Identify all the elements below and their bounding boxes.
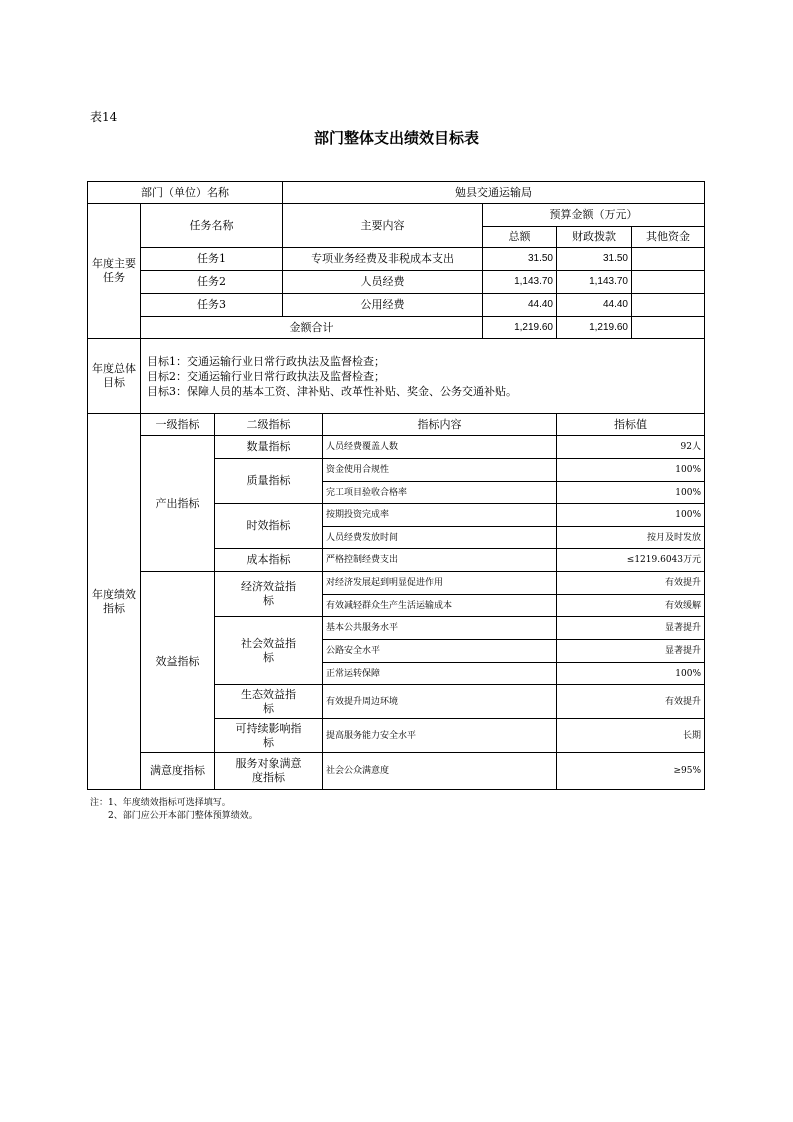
- task-total: 1,143.70: [482, 270, 557, 294]
- tasks-sum-fiscal: 1,219.60: [556, 316, 632, 339]
- indicator-content: 资金使用合规性: [322, 458, 557, 482]
- indicator-content: 正常运转保障: [322, 662, 557, 685]
- goals-section-label: 年度总体目标: [87, 338, 141, 414]
- indicator-content: 基本公共服务水平: [322, 616, 557, 640]
- indicators-col-l2: 二级指标: [214, 413, 323, 436]
- indicator-value: 有效提升: [556, 571, 705, 595]
- indicator-content: 对经济发展起到明显促进作用: [322, 571, 557, 595]
- goal-item: 目标1：交通运输行业日常行政执法及监督检查；: [147, 354, 385, 368]
- goals-content: [140, 338, 705, 414]
- indicator-l2-quality: 质量指标: [214, 458, 323, 504]
- indicator-l2-quantity: 数量指标: [214, 435, 323, 459]
- task-other: [631, 270, 705, 294]
- indicator-value: 100%: [556, 458, 705, 482]
- indicator-l2-service: 服务对象满意度指标: [214, 752, 323, 790]
- indicator-l2-cost: 成本指标: [214, 548, 323, 572]
- indicator-content: 按期投资完成率: [322, 503, 557, 527]
- task-name: 任务1: [140, 247, 283, 271]
- indicator-value: 显著提升: [556, 616, 705, 640]
- indicator-l1-benefit: 效益指标: [140, 571, 215, 753]
- indicator-content: 严格控制经费支出: [322, 548, 557, 572]
- tasks-sum-total: 1,219.60: [482, 316, 557, 339]
- footnote: 注：1、年度绩效指标可选择填写。: [90, 798, 231, 808]
- tasks-col-name: 任务名称: [140, 203, 283, 248]
- indicator-content: 完工项目验收合格率: [322, 481, 557, 504]
- tasks-section-label: 年度主要任务: [87, 203, 141, 339]
- tasks-col-other: 其他资金: [631, 226, 705, 248]
- task-fiscal: 1,143.70: [556, 270, 632, 294]
- indicator-l2-sustainable: 可持续影响指标: [214, 718, 323, 753]
- indicator-value: 有效缓解: [556, 594, 705, 617]
- footnotes: [90, 797, 258, 823]
- indicator-value: 长期: [556, 718, 705, 753]
- indicator-content: 人员经费覆盖人数: [322, 435, 557, 459]
- indicators-section-label: 年度绩效指标: [87, 413, 141, 790]
- indicator-value: 92人: [556, 435, 705, 459]
- task-other: [631, 247, 705, 271]
- dept-label: 部门（单位）名称: [87, 181, 283, 204]
- indicator-content: 有效减轻群众生产生活运输成本: [322, 594, 557, 617]
- task-name: 任务3: [140, 293, 283, 317]
- tasks-col-total: 总额: [482, 226, 557, 248]
- indicator-content: 提高服务能力安全水平: [322, 718, 557, 753]
- footnote: 2、部门应公开本部门整体预算绩效。: [108, 811, 258, 821]
- indicator-value: 100%: [556, 481, 705, 504]
- indicator-value: 100%: [556, 662, 705, 685]
- indicator-value: 按月及时发放: [556, 526, 705, 549]
- dept-value: 勉县交通运输局: [282, 181, 705, 204]
- indicator-content: 人员经费发放时间: [322, 526, 557, 549]
- page-title: 部门整体支出绩效目标表: [313, 129, 479, 147]
- table-number: 表14: [90, 110, 118, 124]
- indicator-content: 有效提升周边环境: [322, 684, 557, 719]
- tasks-col-fiscal: 财政拨款: [556, 226, 632, 248]
- task-total: 31.50: [482, 247, 557, 271]
- indicator-value: 显著提升: [556, 639, 705, 663]
- indicator-value: 100%: [556, 503, 705, 527]
- indicator-l2-social: 社会效益指标: [214, 616, 323, 685]
- task-other: [631, 293, 705, 317]
- tasks-col-content: 主要内容: [282, 203, 483, 248]
- indicator-content: 公路安全水平: [322, 639, 557, 663]
- goal-item: 目标2：交通运输行业日常行政执法及监督检查；: [147, 369, 385, 383]
- performance-table: [88, 182, 705, 790]
- indicator-value: 有效提升: [556, 684, 705, 719]
- indicator-l2-timeliness: 时效指标: [214, 503, 323, 549]
- indicator-l1-output: 产出指标: [140, 435, 215, 572]
- task-total: 44.40: [482, 293, 557, 317]
- indicator-l2-economic: 经济效益指标: [214, 571, 323, 617]
- task-name: 任务2: [140, 270, 283, 294]
- indicator-value: ≤1219.6043万元: [556, 548, 705, 572]
- indicator-value: ≥95%: [556, 752, 705, 790]
- task-content: 公用经费: [282, 293, 483, 317]
- goal-item: 目标3：保障人员的基本工资、津补贴、改革性补贴、奖金、公务交通补贴。: [147, 384, 517, 398]
- indicators-col-content: 指标内容: [322, 413, 557, 436]
- tasks-sum-label: 金额合计: [140, 316, 483, 339]
- tasks-sum-other: [631, 316, 705, 339]
- task-fiscal: 31.50: [556, 247, 632, 271]
- task-fiscal: 44.40: [556, 293, 632, 317]
- tasks-col-budget: 预算金额（万元）: [482, 203, 705, 227]
- indicator-l1-satisfaction: 满意度指标: [140, 752, 215, 790]
- indicator-l2-ecological: 生态效益指标: [214, 684, 323, 719]
- indicator-content: 社会公众满意度: [322, 752, 557, 790]
- indicators-col-value: 指标值: [556, 413, 705, 436]
- task-content: 人员经费: [282, 270, 483, 294]
- indicators-col-l1: 一级指标: [140, 413, 215, 436]
- task-content: 专项业务经费及非税成本支出: [282, 247, 483, 271]
